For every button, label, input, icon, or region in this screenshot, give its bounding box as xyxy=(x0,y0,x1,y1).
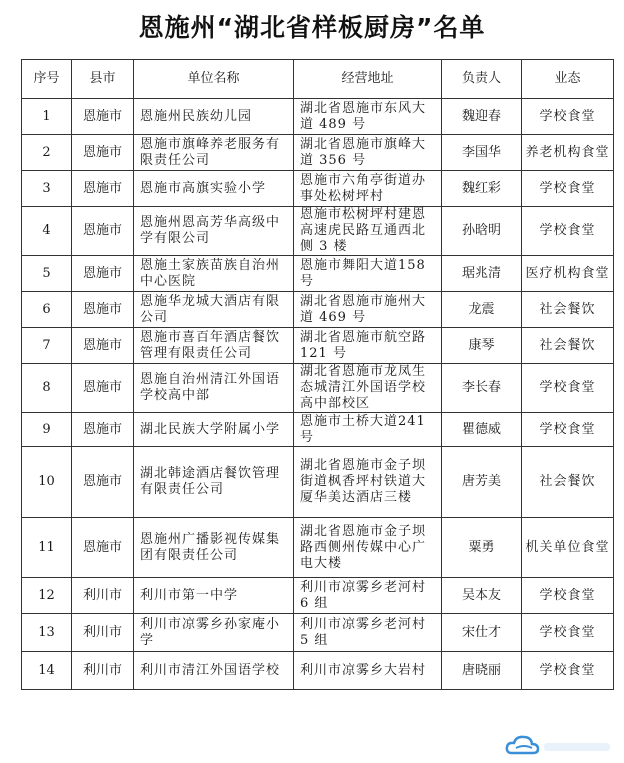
page-title: 恩施州“湖北省样板厨房”名单 xyxy=(138,13,486,42)
cell-address: 湖北省恩施市施州大道 469 号 xyxy=(294,292,442,328)
cell-county: 恩施市 xyxy=(72,518,134,578)
cell-county: 恩施市 xyxy=(72,99,134,135)
cell-type: 学校食堂 xyxy=(522,614,614,652)
cell-no: 4 xyxy=(22,207,72,256)
cell-no: 2 xyxy=(22,135,72,171)
table-row xyxy=(22,364,614,413)
cell-no: 1 xyxy=(22,99,72,135)
cell-person: 李国华 xyxy=(442,135,522,171)
cell-unit: 利川市第一中学 xyxy=(134,578,294,614)
cell-unit: 恩施州民族幼儿园 xyxy=(134,99,294,135)
cell-type: 养老机构食堂 xyxy=(522,135,614,171)
cell-county: 恩施市 xyxy=(72,256,134,292)
table-row xyxy=(22,135,614,171)
table-row xyxy=(22,328,614,364)
cell-address: 恩施市舞阳大道158 号 xyxy=(294,256,442,292)
table-row xyxy=(22,207,614,256)
cell-no: 9 xyxy=(22,413,72,447)
cell-unit: 恩施市喜百年酒店餐饮管理有限责任公司 xyxy=(134,328,294,364)
cell-no: 13 xyxy=(22,614,72,652)
header-address: 经营地址 xyxy=(294,60,442,99)
cell-county: 利川市 xyxy=(72,652,134,690)
table-row xyxy=(22,614,614,652)
cell-person: 魏红彩 xyxy=(442,171,522,207)
cell-person: 唐芳美 xyxy=(442,447,522,518)
cloud-logo-icon xyxy=(504,729,614,759)
cell-no: 3 xyxy=(22,171,72,207)
cell-no: 12 xyxy=(22,578,72,614)
header-no: 序号 xyxy=(22,60,72,99)
table-row xyxy=(22,652,614,690)
cell-no: 11 xyxy=(22,518,72,578)
cell-address: 湖北省恩施市金子坝街道枫香坪村铁道大厦华美达酒店三楼 xyxy=(294,447,442,518)
cell-address: 恩施市土桥大道241 号 xyxy=(294,413,442,447)
cell-type: 学校食堂 xyxy=(522,171,614,207)
cell-no: 10 xyxy=(22,447,72,518)
cell-type: 医疗机构食堂 xyxy=(522,256,614,292)
cell-unit: 湖北韩途酒店餐饮管理有限责任公司 xyxy=(134,447,294,518)
cell-county: 恩施市 xyxy=(72,292,134,328)
table-row xyxy=(22,518,614,578)
cell-county: 恩施市 xyxy=(72,364,134,413)
cell-type: 学校食堂 xyxy=(522,207,614,256)
cell-unit: 利川市凉雾乡孙家庵小学 xyxy=(134,614,294,652)
cell-county: 恩施市 xyxy=(72,413,134,447)
cell-no: 8 xyxy=(22,364,72,413)
cell-person: 康琴 xyxy=(442,328,522,364)
cell-address: 湖北省恩施市航空路 121 号 xyxy=(294,328,442,364)
table-row xyxy=(22,447,614,518)
cell-unit: 恩施华龙城大酒店有限公司 xyxy=(134,292,294,328)
cell-person: 李长春 xyxy=(442,364,522,413)
cell-person: 琚兆清 xyxy=(442,256,522,292)
cell-type: 学校食堂 xyxy=(522,652,614,690)
cell-type: 学校食堂 xyxy=(522,99,614,135)
cell-unit: 恩施州广播影视传媒集团有限责任公司 xyxy=(134,518,294,578)
cell-type: 社会餐饮 xyxy=(522,292,614,328)
header-county: 县市 xyxy=(72,60,134,99)
cell-type: 机关单位食堂 xyxy=(522,518,614,578)
watermark xyxy=(504,729,614,759)
cell-type: 学校食堂 xyxy=(522,578,614,614)
header-unit: 单位名称 xyxy=(134,60,294,99)
cell-person: 瞿德威 xyxy=(442,413,522,447)
roster-table xyxy=(21,59,614,690)
cell-no: 5 xyxy=(22,256,72,292)
cell-address: 湖北省恩施市金子坝路西侧州传媒中心广电大楼 xyxy=(294,518,442,578)
cell-person: 魏迎春 xyxy=(442,99,522,135)
cell-unit: 恩施州恩高芳华高级中学有限公司 xyxy=(134,207,294,256)
cell-address: 利川市凉雾乡大岩村 xyxy=(294,652,442,690)
cell-unit: 湖北民族大学附属小学 xyxy=(134,413,294,447)
cell-county: 利川市 xyxy=(72,578,134,614)
cell-address: 利川市凉雾乡老河村 5 组 xyxy=(294,614,442,652)
table-row xyxy=(22,99,614,135)
cell-county: 恩施市 xyxy=(72,135,134,171)
table-header-row xyxy=(22,60,614,99)
cell-no: 6 xyxy=(22,292,72,328)
cell-county: 恩施市 xyxy=(72,171,134,207)
cell-unit: 恩施自治州清江外国语学校高中部 xyxy=(134,364,294,413)
cell-person: 粟勇 xyxy=(442,518,522,578)
cell-unit: 恩施市旗峰养老服务有限责任公司 xyxy=(134,135,294,171)
table-row xyxy=(22,256,614,292)
cell-county: 利川市 xyxy=(72,614,134,652)
table-row xyxy=(22,413,614,447)
cell-type: 学校食堂 xyxy=(522,413,614,447)
cell-unit: 恩施土家族苗族自治州中心医院 xyxy=(134,256,294,292)
cell-unit: 恩施市高旗实验小学 xyxy=(134,171,294,207)
table-row xyxy=(22,292,614,328)
cell-no: 14 xyxy=(22,652,72,690)
cell-no: 7 xyxy=(22,328,72,364)
cell-county: 恩施市 xyxy=(72,207,134,256)
cell-county: 恩施市 xyxy=(72,328,134,364)
cell-person: 龙震 xyxy=(442,292,522,328)
cell-person: 唐晓丽 xyxy=(442,652,522,690)
table-row xyxy=(22,578,614,614)
cell-address: 湖北省恩施市龙凤生态城清江外国语学校高中部校区 xyxy=(294,364,442,413)
header-person: 负责人 xyxy=(442,60,522,99)
cell-address: 恩施市松树坪村建恩高速虎民路互通西北侧 3 楼 xyxy=(294,207,442,256)
cell-person: 吴本友 xyxy=(442,578,522,614)
cell-address: 恩施市六角亭街道办事处松树坪村 xyxy=(294,171,442,207)
cell-person: 孙晗明 xyxy=(442,207,522,256)
cell-type: 学校食堂 xyxy=(522,364,614,413)
cell-unit: 利川市清江外国语学校 xyxy=(134,652,294,690)
cell-type: 社会餐饮 xyxy=(522,328,614,364)
cell-person: 宋仕才 xyxy=(442,614,522,652)
cell-address: 利川市凉雾乡老河村 6 组 xyxy=(294,578,442,614)
cell-address: 湖北省恩施市旗峰大道 356 号 xyxy=(294,135,442,171)
header-type: 业态 xyxy=(522,60,614,99)
table-row xyxy=(22,171,614,207)
cell-county: 恩施市 xyxy=(72,447,134,518)
cell-type: 社会餐饮 xyxy=(522,447,614,518)
cell-address: 湖北省恩施市东风大道 489 号 xyxy=(294,99,442,135)
